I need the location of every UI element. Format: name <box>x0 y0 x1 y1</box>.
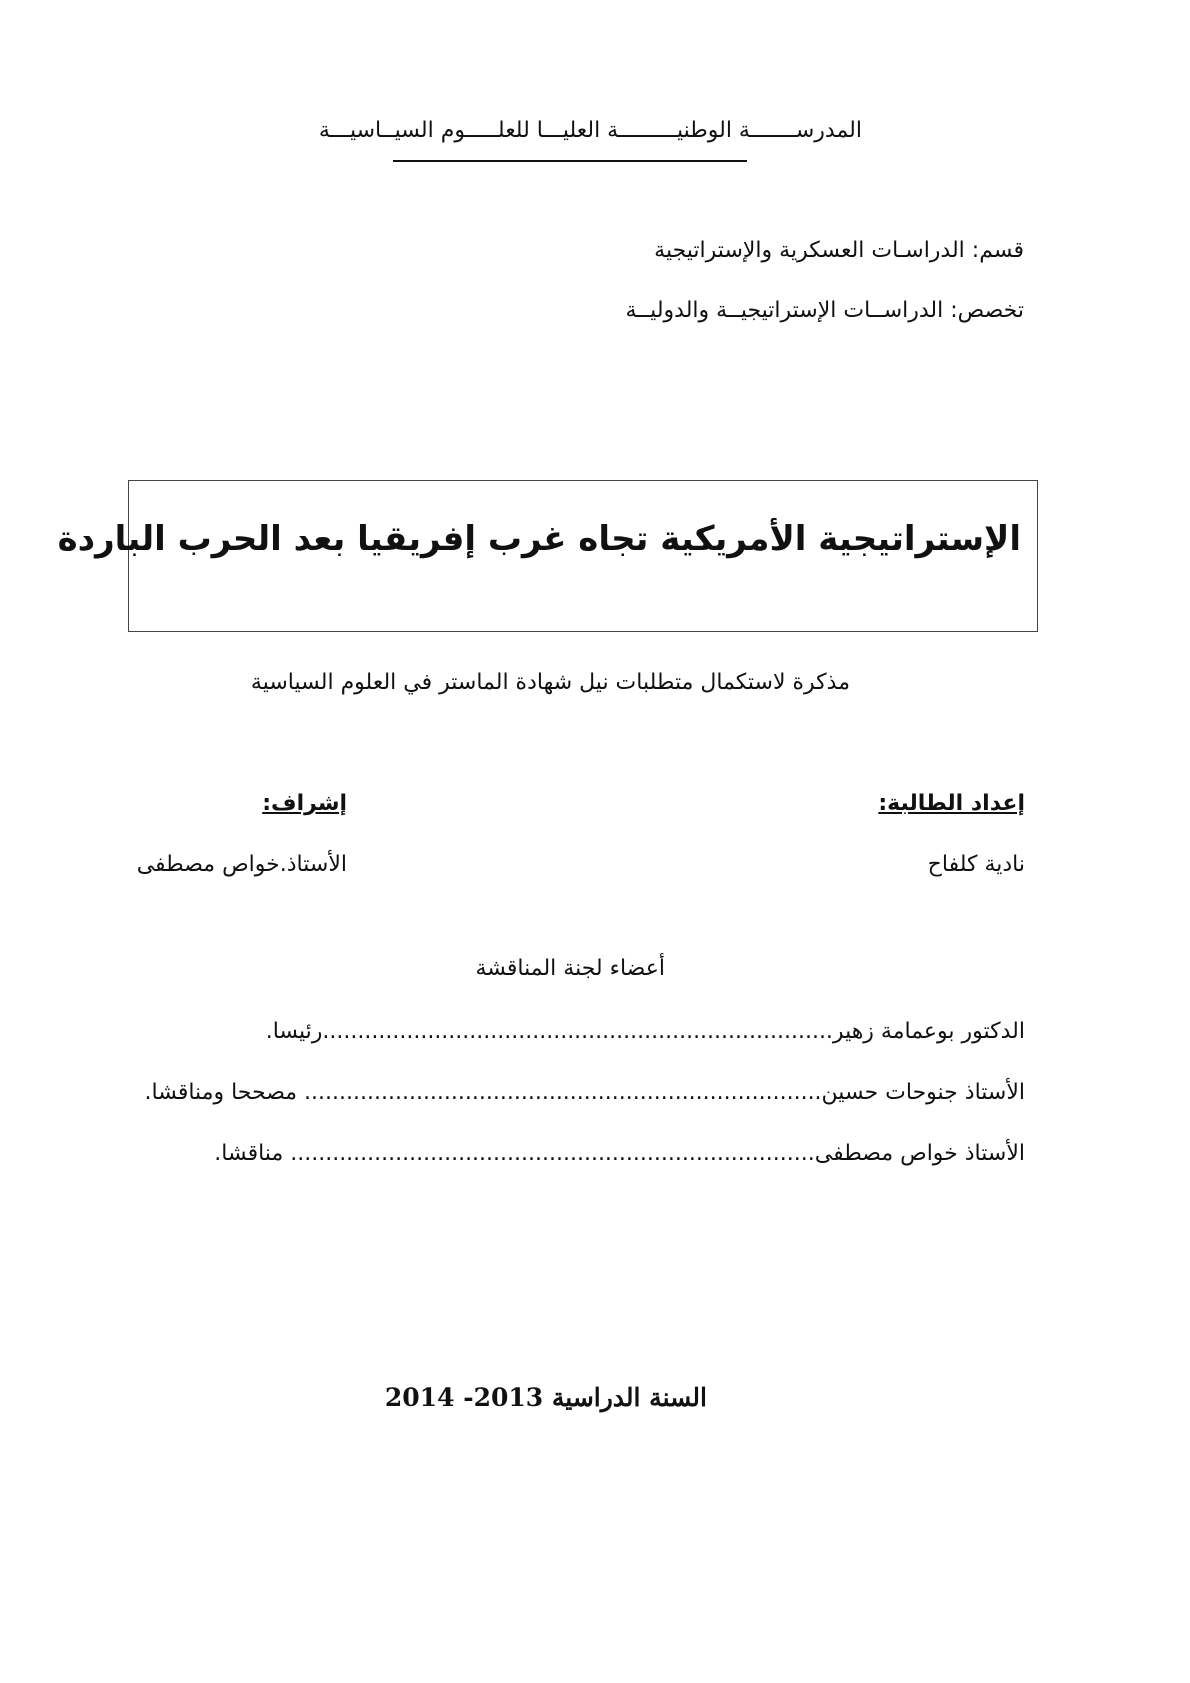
committee-member-chair: الدكتور بوعمامة زهير.........................................................................رئيسا. <box>265 1019 1025 1044</box>
committee-member-discussant: الأستاذ خواص مصطفى........................................................................... مناقشا. <box>214 1141 1025 1166</box>
supervisor-name: الأستاذ.خواص مصطفى <box>136 852 347 877</box>
thesis-title: الإستراتيجية الأمريكية تجاه غرب إفريقيا بعد الحرب الباردة <box>57 519 1021 559</box>
academic-year: السنة الدراسية 2013- 2014 <box>384 1383 707 1412</box>
school-name: المدرســـــــة الوطنيـــــــــة العليـــا للعلـــــوم السيــاسيـــة <box>318 118 862 143</box>
student-name: نادية كلفاح <box>927 852 1025 877</box>
committee-member-examiner: الأستاذ جنوحات حسين.......................................................................... مصححا ومناقشا. <box>144 1080 1025 1105</box>
supervision-heading: إشراف: <box>262 791 347 816</box>
department-line: قسم: الدراسـات العسكرية والإستراتيجية <box>654 238 1024 263</box>
thesis-subtitle: مذكرة لاستكمال متطلبات نيل شهادة الماستر في العلوم السياسية <box>250 670 850 695</box>
title-box <box>57 480 1038 632</box>
school-underline <box>393 160 747 162</box>
committee-heading: أعضاء لجنة المناقشة <box>475 956 665 981</box>
preparation-heading: إعداد الطالبة: <box>878 791 1025 816</box>
specialization-line: تخصص: الدراســات الإستراتيجيــة والدوليــة <box>625 298 1024 323</box>
